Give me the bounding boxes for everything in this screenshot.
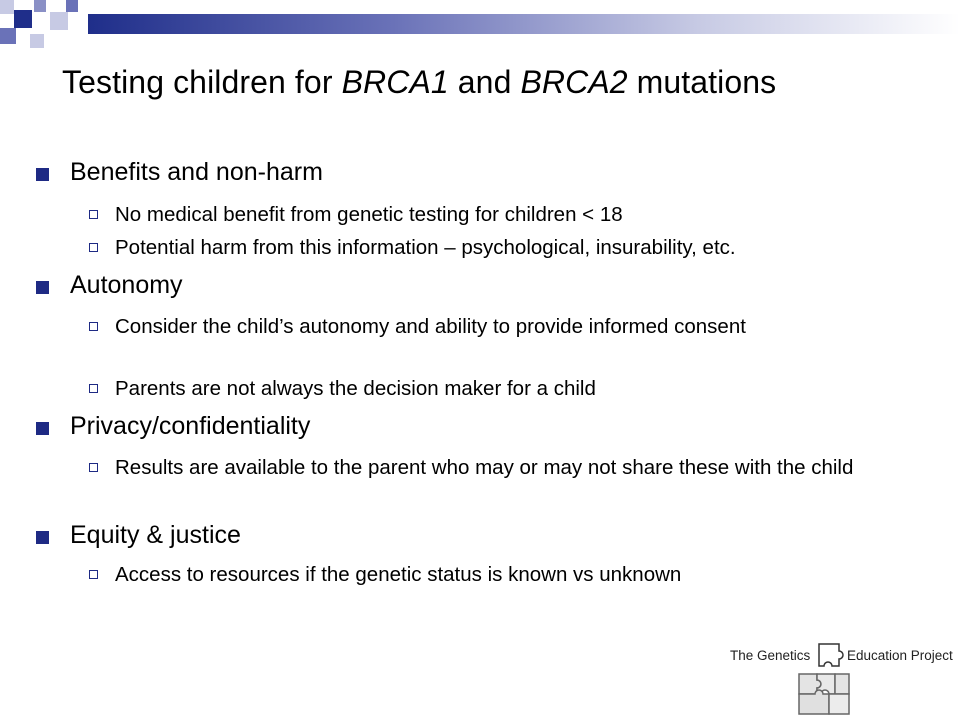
hollow-square-bullet-icon [89,384,98,393]
header-square-7 [30,34,44,48]
header-square-4 [50,12,68,30]
bullet-autonomy: Autonomy [70,271,183,300]
header-gradient-bar [88,14,960,34]
bullet-privacy: Privacy/confidentiality [70,412,310,441]
header-square-3 [34,0,46,12]
sub-bullet: Consider the child’s autonomy and ability to provide informed consent [115,315,855,339]
sub-bullet: Access to resources if the genetic status is known vs unknown [115,563,915,587]
genetics-education-project-logo [725,640,960,720]
sub-bullet: Parents are not always the decision maker for a child [115,377,915,401]
sub-bullet: Potential harm from this information – psychological, insurability, etc. [115,236,915,260]
header-square-5 [66,0,78,12]
hollow-square-bullet-icon [89,210,98,219]
square-bullet-icon [36,422,49,435]
sub-bullet: No medical benefit from genetic testing for children < 18 [115,203,915,227]
logo-text-right: Education Project [847,648,953,663]
slide-title: Testing children for BRCA1 and BRCA2 mutations [62,64,777,100]
logo-text-left: The Genetics [730,648,811,663]
hollow-square-bullet-icon [89,463,98,472]
header-square-2 [14,10,32,28]
sub-bullet: Results are available to the parent who may or may not share these with the child [115,456,925,480]
hollow-square-bullet-icon [89,243,98,252]
square-bullet-icon [36,168,49,181]
puzzle-icon [725,640,960,720]
hollow-square-bullet-icon [89,570,98,579]
square-bullet-icon [36,281,49,294]
gene-brca1: BRCA1 [341,64,449,100]
gene-brca2: BRCA2 [520,64,628,100]
hollow-square-bullet-icon [89,322,98,331]
bullet-equity: Equity & justice [70,521,241,550]
header-square-6 [0,28,16,44]
bullet-benefits: Benefits and non-harm [70,158,323,187]
header-square-1 [0,0,14,14]
square-bullet-icon [36,531,49,544]
